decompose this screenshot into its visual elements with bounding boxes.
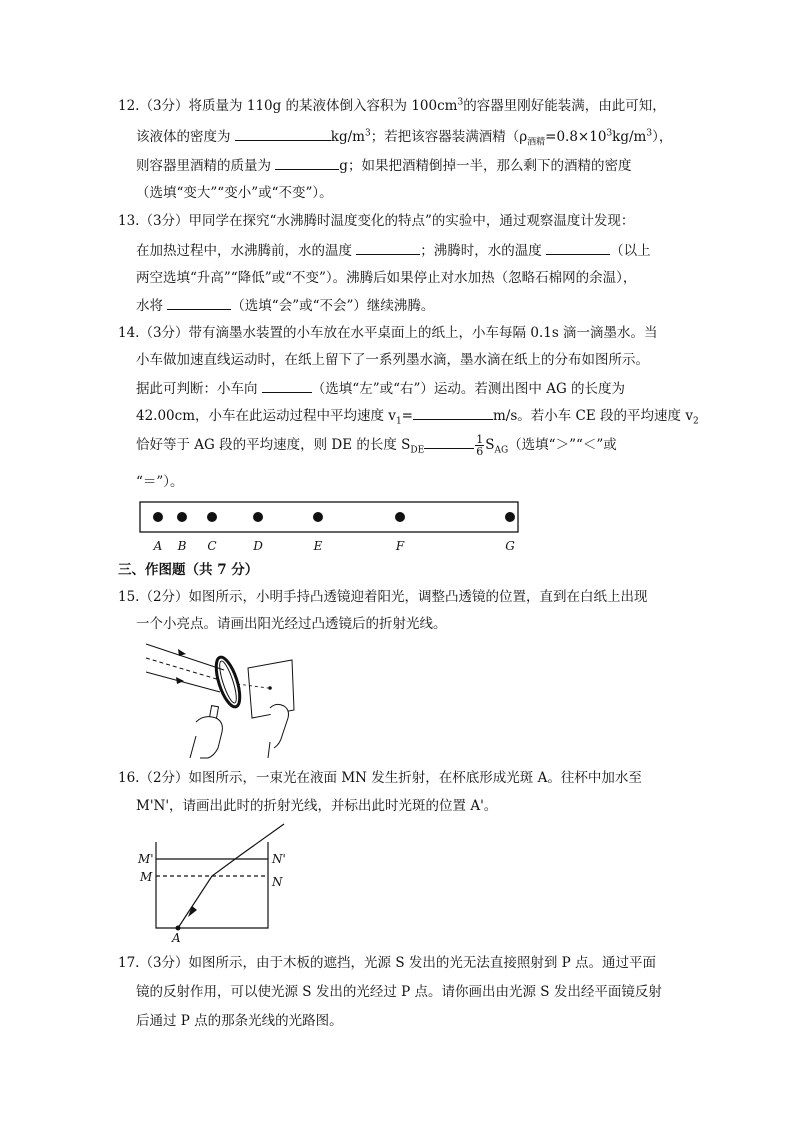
left-arm — [190, 736, 196, 758]
dot-label-e: E — [313, 539, 323, 553]
q14-line-4: 42.00cm，小车在此运动过程中平均速度 $v_1= m/s$。若小车 CE 段的平均速度 $v_2$ — [136, 405, 699, 426]
label-n-prime: N' — [272, 852, 286, 866]
q12-line-3: 则容器里酒精的质量为 g；如果把酒精倒掉一半，那么剩下的酒精的密度 — [136, 155, 631, 176]
light-spot-a — [176, 926, 181, 931]
right-hand — [270, 704, 289, 748]
lens-figure — [140, 638, 310, 758]
q16-line-1: 16.（2分）如图所示，一束光在液面 MN 发生折射，在杯底形成光斑 A。往杯中加水至 — [118, 770, 642, 786]
q12-blank-density[interactable] — [235, 126, 331, 141]
arrow-icon — [178, 649, 186, 656]
q13-blank-during[interactable] — [546, 240, 610, 255]
sun-ray-top — [146, 644, 224, 670]
ink-dot-a — [153, 512, 163, 522]
paper-strip — [140, 502, 518, 532]
q14-line-3: 据此可判断：小车向 （选填“左”或“右”）运动。若测出图中 AG 的长度为 — [136, 378, 625, 399]
q14-blank-compare[interactable] — [424, 434, 474, 449]
q12-line-2: 该液体的密度为 $kg/m^3$；若把该容器装满酒精$(\rho_{酒精}=0.8\times 10^3kg/m^3)$， — [136, 126, 672, 147]
dot-label-a: A — [153, 539, 163, 553]
q17-line-2: 镜的反射作用，可以使光源 S 发出的光经过 P 点。请你画出由光源 S 发出经平面镜反射 — [136, 984, 662, 1000]
q17-line-1: 17.（3分）如图所示，由于木板的遮挡，光源 S 发出的光无法直接照射到 P 点。通过平面 — [118, 955, 657, 971]
fraction-one-sixth: $\frac{1}{6}$ — [476, 433, 484, 458]
sun-ray-axis — [146, 658, 220, 680]
q13-line-2: 在加热过程中，水沸腾前，水的温度 ；沸腾时，水的温度 （以上 — [136, 240, 651, 261]
q12-blank-mass[interactable] — [275, 155, 339, 170]
dot-label-d: D — [253, 539, 263, 553]
q12-line-1: 12.（3分）将质量为 110g 的某液体倒入容积为 $100cm^3$的容器里刚好能装满，由此可知， — [118, 97, 666, 114]
ink-dot-c — [207, 512, 217, 522]
q13-blank-before[interactable] — [356, 240, 420, 255]
sun-ray-bottom — [146, 672, 220, 692]
dot-label-c: C — [207, 539, 217, 553]
q14-blank-direction[interactable] — [262, 378, 312, 393]
left-hand — [196, 717, 222, 758]
label-n: N — [272, 875, 283, 889]
ink-dot-e — [313, 512, 323, 522]
dot-label-g: G — [505, 539, 515, 553]
ink-dot-d — [253, 512, 263, 522]
bright-spot — [268, 686, 272, 690]
refraction-figure — [138, 820, 298, 945]
ink-dots-figure — [138, 500, 538, 560]
q16-line-2: M'N'，请画出此时的折射光线，并标出此时光斑的位置 A'。 — [136, 798, 498, 814]
label-m: M — [140, 870, 153, 884]
section-title: 三、作图题（共 7 分） — [118, 562, 259, 578]
q13-line-1: 13.（3分）甲同学在探究“水沸腾时温度变化的特点”的实验中，通过观察温度计发现： — [118, 213, 635, 229]
q14-line-6: “＝”）。 — [136, 474, 184, 490]
q14-line-5: 恰好等于 AG 段的平均速度，则 DE 的长度 $S_{DE}$ $\frac{1}{6}$ $S_{AG}$（选填“＞”“＜”或 — [136, 433, 617, 458]
q13-line-3: 两空选填“升高”“降低”或“不变”）。沸腾后如果停止对水加热（忽略石棉网的余温）， — [136, 270, 637, 286]
q14-line-1: 14.（3分）带有滴墨水装置的小车放在水平桌面上的纸上，小车每隔 0.1s 滴一滴墨水。当 — [118, 325, 658, 341]
convex-lens — [211, 654, 244, 709]
cup-outline — [156, 842, 268, 928]
label-a: A — [172, 931, 181, 945]
ink-dot-b — [177, 512, 187, 522]
arrow-icon — [176, 677, 184, 684]
ink-dot-f — [395, 512, 405, 522]
label-m-prime: M' — [138, 852, 154, 866]
q13-blank-boil[interactable] — [167, 295, 231, 310]
q17-line-3: 后通过 P 点的那条光线的光路图。 — [136, 1013, 343, 1029]
q14-line-2: 小车做加速直线运动时，在纸上留下了一系列墨水滴，墨水滴在纸上的分布如图所示。 — [136, 352, 649, 368]
right-arm — [268, 742, 270, 758]
q12-line-4: （选填“变大”“变小”或“不变”）。 — [136, 185, 333, 201]
q15-line-1: 15.（2分）如图所示，小明手持凸透镜迎着阳光，调整凸透镜的位置，直到在白纸上出现 — [118, 589, 648, 605]
dot-label-f: F — [395, 539, 405, 553]
q13-line-4: 水将 （选填“会”或“不会”）继续沸腾。 — [136, 295, 434, 316]
q15-line-2: 一个小亮点。请画出阳光经过凸透镜后的折射光线。 — [136, 616, 447, 632]
ink-dot-g — [505, 512, 515, 522]
dot-label-b: B — [177, 539, 187, 553]
q14-blank-speed[interactable] — [413, 405, 493, 420]
